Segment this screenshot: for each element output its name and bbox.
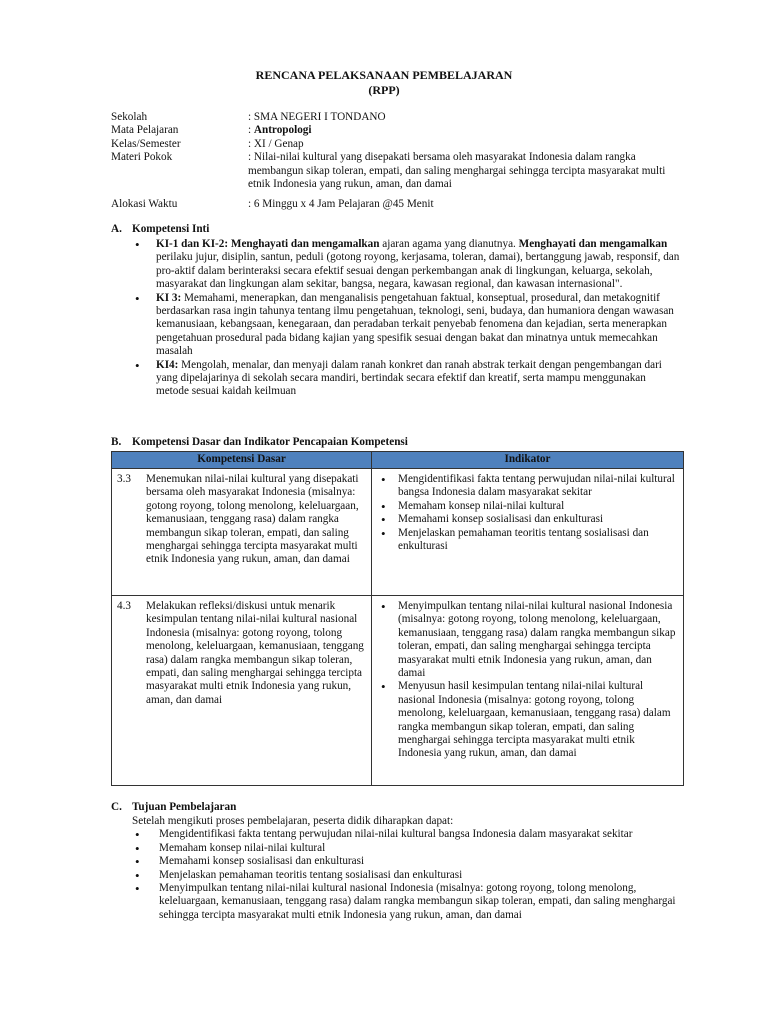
list-item: • Menyimpulkan tentang nilai-nilai kultural nasional Indonesia (misalnya: gotong royong, tolong menolong, keleluargaan, kemanusiaan, tenggang rasa) dalam rangka membangun sikap toleran, empati, dan saling menghargai sehingga tercipta masyarakat multi etnik Indonesia yang rukun, aman, dan damai xyxy=(132,882,691,922)
column-header-kd: Kompetensi Dasar xyxy=(112,452,372,469)
identity-block xyxy=(111,111,691,212)
ki-lead: KI4: xyxy=(156,358,179,371)
kd-indikator-table xyxy=(111,451,684,786)
list-item: • Mengidentifikasi fakta tentang perwujudan nilai-nilai kultural bangsa Indonesia dalam masyarakat sekitar xyxy=(132,828,691,841)
section-b-heading xyxy=(111,436,408,449)
doc-title: RENCANA PELAKSANAAN PEMBELAJARAN xyxy=(255,68,513,82)
column-header-indikator: Indikator xyxy=(372,452,684,469)
ki-lead: KI-1 dan KI-2: Menghayati dan mengamalkan xyxy=(156,238,380,250)
list-item: • Memaham konsep nilai-nilai kultural xyxy=(376,500,679,513)
doc-subtitle: (RPP) xyxy=(368,83,400,97)
table-row xyxy=(112,469,684,596)
section-letter: A. xyxy=(111,223,122,235)
ki-text: ajaran agama yang dianutnya. xyxy=(379,238,519,250)
table-row xyxy=(112,596,684,786)
list-item: • Memahami konsep sosialisasi dan enkulturasi xyxy=(132,855,691,868)
ki-text: Memahami, menerapkan, dan menganalisis pengetahuan faktual, konseptual, prosedural, dan metakognitif berdasarkan rasa ingin tahunya tentang ilmu pengetahuan, teknologi, seni, budaya, dan humaniora dengan wawasan kemanusiaan, kebangsaan, kenegaraan, dan peradaban terkait penyebab fenomena dan kejadian, serta menerapkan pengetahuan prosedural pada bidang kajian yang spesifik sesuai dengan bakat dan minatnya untuk memecahkan masalah xyxy=(156,291,674,358)
section-letter: C. xyxy=(111,801,122,813)
kompetensi-inti-list xyxy=(132,238,680,399)
kd-text: Menemukan nilai-nilai kultural yang disepakati bersama oleh masyarakat Indonesia (misalnya: gotong royong, tolong menolong, keleluargaan, kemanusiaan, tenggang rasa) dalam rangka membangun sikap toleran, empati, dan saling menghargai sehingga tercipta masyarakat multi etnik Indonesia yang rukun, aman, dan damai xyxy=(146,473,359,566)
tujuan-pembelajaran xyxy=(111,815,691,922)
meta-value: : Antropologi xyxy=(248,124,312,137)
meta-label: Alokasi Waktu xyxy=(111,198,178,211)
ki-lead: Menghayati dan mengamalkan xyxy=(518,238,668,250)
meta-value: : Nilai-nilai kultural yang disepakati bersama oleh masyarakat Indonesia dalam rangka membangun sikap toleran, empati, dan saling menghargai sehingga tercipta masyarakat multi etnik Indonesia yang rukun, aman, dan damai xyxy=(248,151,666,191)
indikator-cell xyxy=(372,596,684,786)
section-letter: B. xyxy=(111,436,122,448)
meta-label: Kelas/Semester xyxy=(111,137,181,150)
list-item: • Menjelaskan pemahaman teoritis tentang sosialisasi dan enkulturasi xyxy=(376,527,679,554)
kd-cell xyxy=(112,596,372,786)
meta-value: : XI / Genap xyxy=(248,137,304,150)
subject-name: Antropologi xyxy=(253,124,312,137)
kd-number: 4.3 xyxy=(117,600,131,612)
meta-value: : 6 Minggu x 4 Jam Pelajaran @45 Menit xyxy=(248,198,434,211)
list-item: • Memaham konsep nilai-nilai kultural xyxy=(132,842,691,855)
list-item xyxy=(132,292,680,359)
list-item: • Memahami konsep sosialisasi dan enkulturasi xyxy=(376,513,679,526)
meta-row-mata-pelajaran xyxy=(111,124,691,137)
meta-row-kelas xyxy=(111,138,691,151)
list-item: • Menyusun hasil kesimpulan tentang nilai-nilai kultural nasional Indonesia (misalnya: gotong royong, tolong menolong, keleluargaan, kemanusiaan, tenggang rasa) dalam rangka membangun sikap toleran, empati, dan saling menghargai sehingga tercipta masyarakat multi etnik Indonesia yang rukun, aman, dan damai xyxy=(376,680,679,760)
meta-value: : SMA NEGERI I TONDANO xyxy=(248,111,386,123)
list-item xyxy=(132,238,680,292)
kd-number: 3.3 xyxy=(117,473,131,485)
section-title: Kompetensi Inti xyxy=(132,223,210,235)
meta-label: Sekolah xyxy=(111,111,148,123)
meta-label: Mata Pelajaran xyxy=(111,124,179,137)
list-item xyxy=(132,359,680,399)
list-item: • Menyimpulkan tentang nilai-nilai kultural nasional Indonesia (misalnya: gotong royong, tolong menolong, keleluargaan, kemanusiaan, tenggang rasa) dalam rangka membangun sikap toleran, empati, dan saling menghargai sehingga tercipta masyarakat multi etnik Indonesia yang rukun, aman, dan damai xyxy=(376,600,679,680)
list-item: • Menjelaskan pemahaman teoritis tentang sosialisasi dan enkulturasi xyxy=(132,869,691,882)
tujuan-intro: Setelah mengikuti proses pembelajaran, peserta didik diharapkan dapat: xyxy=(132,815,454,827)
section-a-heading xyxy=(111,223,209,236)
section-c-heading xyxy=(111,801,236,814)
section-title: Kompetensi Dasar dan Indikator Pencapaian Kompetensi xyxy=(132,436,408,448)
indikator-cell xyxy=(372,469,684,596)
table-header-row xyxy=(112,452,684,469)
meta-row-alokasi-waktu xyxy=(111,198,691,211)
kd-text: Melakukan refleksi/diskusi untuk menarik kesimpulan tentang nilai-nilai kultural nasional Indonesia (misalnya: gotong royong, tolong menolong, keleluargaan, kemanusiaan, tenggang rasa) dalam rangka membangun sikap toleran, empati, dan saling menghargai sehingga tercipta masyarakat multi etnik Indonesia yang rukun, aman, dan damai xyxy=(146,600,364,706)
kd-cell xyxy=(112,469,372,596)
meta-label: Materi Pokok xyxy=(111,151,173,164)
ki-text: perilaku jujur, disiplin, santun, peduli (gotong royong, kerjasama, toleran, damai), bertanggung jawab, responsif, dan pro-aktif dalam berinteraksi secara efektif sesuai dengan perkembangan anak di lingkungan, keluarga, sekolah, masyarakat dan lingkungan alam sekitar, bangsa, negara, kawasan regional, dan kawasan internasional". xyxy=(156,251,680,291)
ki-lead: KI 3: xyxy=(156,291,182,304)
meta-row-sekolah xyxy=(111,111,691,124)
ki-text: Mengolah, menalar, dan menyaji dalam ranah konkret dan ranah abstrak terkait dengan pengembangan dari yang dipelajarinya di sekolah secara mandiri, bertindak secara efektif dan kreatif, serta mampu menggunakan metode sesuai kaidah keilmuan xyxy=(156,358,662,398)
section-title: Tujuan Pembelajaran xyxy=(132,801,237,813)
list-item: • Mengidentifikasi fakta tentang perwujudan nilai-nilai kultural bangsa Indonesia dalam masyarakat sekitar xyxy=(376,473,679,500)
meta-row-materi-pokok xyxy=(111,151,691,191)
